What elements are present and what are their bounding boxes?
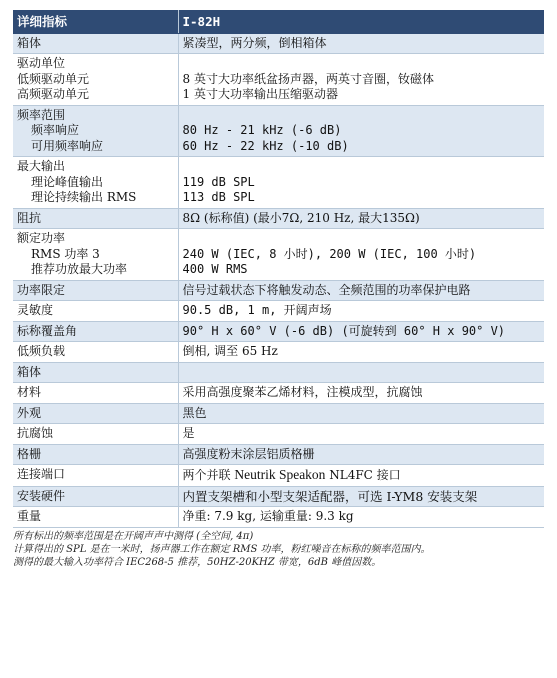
row-value: 400 W RMS	[182, 262, 248, 276]
row-value: 119 dB SPL	[182, 174, 255, 189]
row-label: 最大输出	[17, 159, 66, 173]
table-row	[13, 444, 544, 465]
row-value: 是	[178, 424, 544, 445]
row-value: 8Ω (标称值) (最小7Ω, 210 Hz, 最大135Ω)	[178, 208, 544, 229]
footnote: 所有标出的频率范围是在开阔声声中测得 (全空间, 4π)	[13, 530, 254, 542]
row-value: 8 英寸大功率纸盆扬声器，两英寸音圈，钕磁体	[182, 71, 434, 86]
row-label: 频率范围	[17, 107, 66, 122]
row-sublabel: 频率响应	[31, 123, 80, 137]
table-row	[13, 229, 544, 281]
table-row	[13, 54, 544, 106]
header-model: I-82H	[178, 10, 544, 33]
row-sublabel: 可用频率响应	[31, 138, 104, 153]
table-row	[13, 486, 544, 507]
table-row	[13, 424, 544, 445]
row-value: 内置支架槽和小型支架适配器，可选 I-YM8 安装支架	[178, 486, 544, 507]
row-value: 黑色	[178, 403, 544, 424]
row-sublabel: RMS 功率 3	[31, 246, 100, 261]
row-label: 阻抗	[13, 208, 178, 229]
row-value: 倒相, 调至 65 Hz	[178, 342, 544, 363]
row-value	[178, 465, 544, 487]
row-value	[183, 159, 541, 175]
header-label: 详细指标	[13, 10, 178, 33]
connector-suffix: NL4FC 接口	[325, 468, 401, 482]
row-label: 功率限定	[13, 280, 178, 301]
table-row	[13, 208, 544, 229]
row-label: 外观	[13, 403, 178, 424]
spec-table	[13, 10, 544, 528]
row-label: 额定功率	[17, 231, 66, 245]
row-sublabel: 推荐功放最大功率	[31, 262, 128, 276]
row-sublabel: 理论峰值输出	[31, 174, 104, 189]
row-label: 箱体	[13, 362, 178, 383]
table-row	[13, 321, 544, 342]
row-label: 材料	[13, 383, 178, 404]
connector-brand: Neutrik Speakon	[234, 467, 326, 482]
table-row	[13, 301, 544, 322]
row-value: 240 W (IEC, 8 小时), 200 W (IEC, 100 小时)	[182, 246, 477, 261]
row-value: 90° H x 60° V (-6 dB) (可旋转到 60° H x 90° V)	[178, 321, 544, 342]
row-value: 采用高强度聚苯乙烯材料，注模成型，抗腐蚀	[178, 383, 544, 404]
row-value: 净重: 7.9 kg, 运输重量: 9.3 kg	[178, 507, 544, 528]
row-label: 重量	[13, 507, 178, 528]
footnotes	[13, 530, 544, 569]
row-value	[178, 362, 544, 383]
table-row	[13, 362, 544, 383]
table-row	[13, 465, 544, 487]
table-row	[13, 105, 544, 157]
table-row	[13, 403, 544, 424]
row-sublabel: 理论持续输出 RMS	[31, 190, 137, 204]
row-value: 高强度粉末涂层铝质格栅	[178, 444, 544, 465]
table-header-row	[13, 10, 544, 33]
row-value	[183, 231, 541, 247]
row-sublabel: 低频驱动单元	[17, 71, 90, 86]
row-sublabel: 高频驱动单元	[17, 87, 90, 101]
row-value: 1 英寸大功率输出压缩驱动器	[182, 87, 338, 101]
connector-prefix: 两个并联	[182, 468, 235, 482]
table-row	[13, 280, 544, 301]
row-label: 连接端口	[13, 465, 178, 487]
row-label: 箱体	[13, 33, 178, 54]
row-label: 低频负载	[13, 342, 178, 363]
table-row	[13, 507, 544, 528]
footnote: 计算得出的 SPL 是在一米时，扬声器工作在额定 RMS 功率，粉红噪音在标称的频率范围内。	[13, 543, 431, 555]
row-label: 驱动单位	[17, 56, 66, 70]
row-value: 60 Hz - 22 kHz (-10 dB)	[182, 138, 349, 153]
row-value: 90.5 dB, 1 m, 开阔声场	[178, 301, 544, 322]
footnote: 测得的最大输入功率符合 IEC268-5 推荐，50HZ-20KHZ 带宽，6dB 峰值因数。	[13, 556, 382, 568]
row-value: 113 dB SPL	[182, 190, 255, 204]
table-row	[13, 342, 544, 363]
row-label: 安装硬件	[13, 486, 178, 507]
row-value: 紧凑型，两分频，倒相箱体	[178, 33, 544, 54]
row-value	[183, 56, 541, 72]
row-label: 标称覆盖角	[13, 321, 178, 342]
table-row	[13, 157, 544, 209]
row-value	[183, 108, 541, 124]
row-label: 抗腐蚀	[13, 424, 178, 445]
spec-sheet	[13, 10, 544, 569]
row-label: 灵敏度	[13, 301, 178, 322]
row-value: 信号过载状态下将触发动态、全频范围的功率保护电路	[178, 280, 544, 301]
table-row	[13, 33, 544, 54]
row-value: 80 Hz - 21 kHz (-6 dB)	[182, 123, 342, 137]
row-label: 格栅	[13, 444, 178, 465]
table-row	[13, 383, 544, 404]
